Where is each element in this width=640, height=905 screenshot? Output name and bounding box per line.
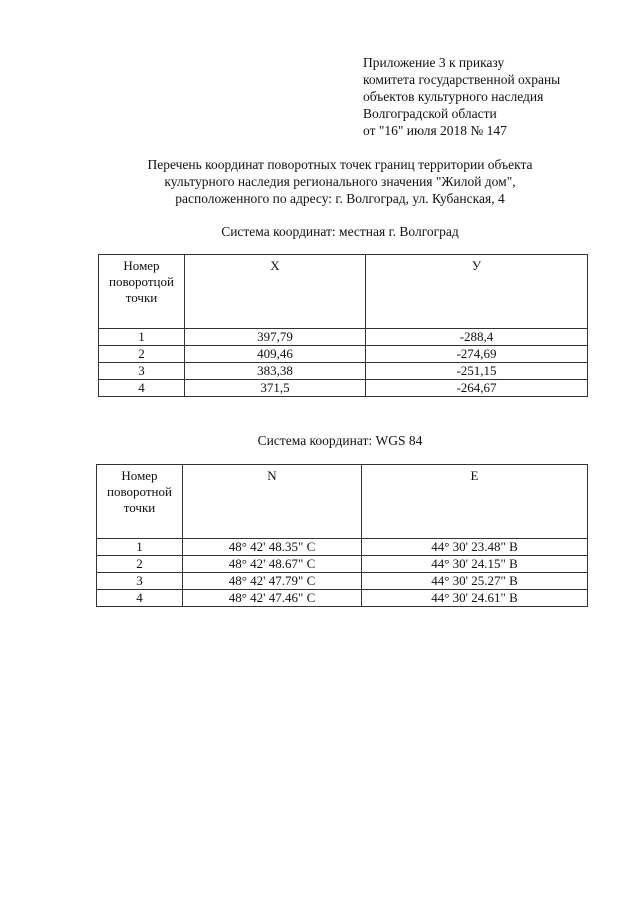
table-row [99,363,588,380]
table-row [99,346,588,363]
document-title [80,156,600,207]
y-value: -264,67 [366,380,588,397]
point-number: 4 [99,380,185,397]
appendix-line: Волгоградской области [363,106,497,121]
x-value: 409,46 [185,346,366,363]
latitude-value: 48° 42' 48.67" С [183,556,362,573]
point-number: 2 [97,556,183,573]
table-header-row [99,255,588,329]
y-value: -251,15 [366,363,588,380]
table-row [99,380,588,397]
table-row [97,556,588,573]
y-value: -288,4 [366,329,588,346]
latitude-value: 48° 42' 48.35" С [183,539,362,556]
appendix-block [363,54,633,139]
longitude-value: 44° 30' 25.27" В [362,573,588,590]
latitude-value: 48° 42' 47.46" С [183,590,362,607]
appendix-line: от "16" июля 2018 № 147 [363,123,507,138]
local-coordinates-table [98,254,588,397]
header-y: У [366,255,588,329]
point-number: 1 [99,329,185,346]
title-line: расположенного по адресу: г. Волгоград, ул. Кубанская, 4 [175,191,505,206]
longitude-value: 44° 30' 24.61" В [362,590,588,607]
table-row [97,590,588,607]
point-number: 3 [97,573,183,590]
header-point-number: Номер поворотцой точки [99,255,185,329]
coordinate-system-title-local: Система координат: местная г. Волгоград [221,224,459,239]
y-value: -274,69 [366,346,588,363]
header-x: X [185,255,366,329]
appendix-line: объектов культурного наследия [363,89,544,104]
wgs84-coordinates-table [96,464,588,607]
x-value: 383,38 [185,363,366,380]
appendix-line: комитета государственной охраны [363,72,561,87]
x-value: 397,79 [185,329,366,346]
header-n: N [183,465,362,539]
point-number: 2 [99,346,185,363]
longitude-value: 44° 30' 24.15" В [362,556,588,573]
title-line: Перечень координат поворотных точек границ территории объекта [147,157,533,172]
table-header-row [97,465,588,539]
point-number: 1 [97,539,183,556]
point-number: 3 [99,363,185,380]
table-row [97,573,588,590]
x-value: 371,5 [185,380,366,397]
title-line: культурного наследия регионального значения "Жилой дом", [164,174,516,189]
coordinate-system-title-wgs84: Система координат: WGS 84 [257,433,423,448]
table-row [99,329,588,346]
point-number: 4 [97,590,183,607]
table-row [97,539,588,556]
appendix-line: Приложение 3 к приказу [363,55,505,70]
latitude-value: 48° 42' 47.79" С [183,573,362,590]
header-e: E [362,465,588,539]
header-point-number: Номер поворотной точки [97,465,183,539]
longitude-value: 44° 30' 23.48" В [362,539,588,556]
